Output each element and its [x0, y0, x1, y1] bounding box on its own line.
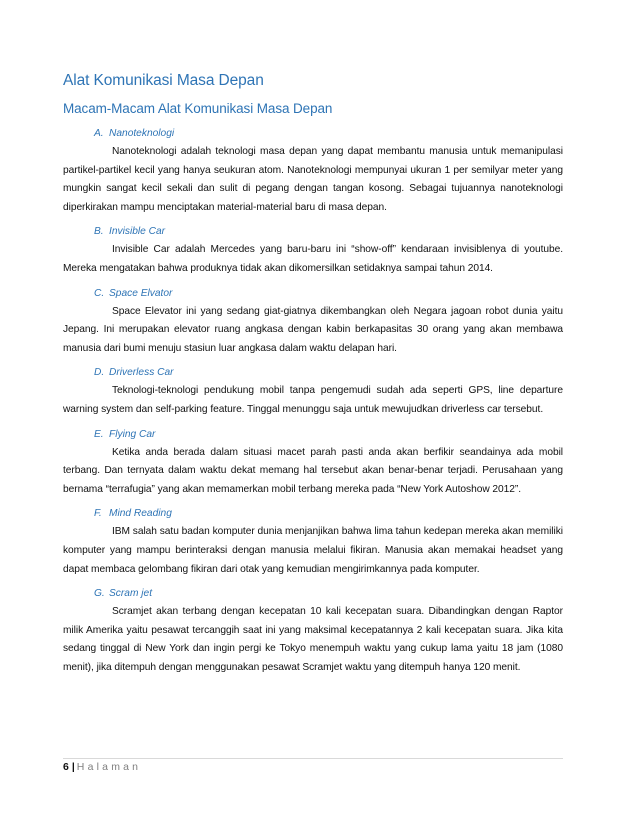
section-invisible-car — [63, 225, 563, 278]
section-heading-text: Scram jet — [109, 588, 153, 600]
section-space-elevator — [63, 287, 563, 359]
section-heading-text: Space Elvator — [109, 287, 173, 299]
section-letter: B. — [94, 226, 104, 238]
section-heading-text: Mind Reading — [109, 508, 172, 520]
footer-divider — [63, 758, 563, 759]
section-paragraph: Nanoteknologi adalah teknologi masa depan yang dapat membantu manusia untuk memanipulasi partikel-partikel kecil yang hanya seukuran atom. Nanoteknologi mempunyai ukuran 1 per semilyar meter yang mungkin sangat kecil sekali dan sulit di pegang dengan tangan kosong. Sebagai tujuannya nanoteknologi diperkirakan mampu menciptakan material-material baru di masa depan. — [63, 146, 563, 213]
section-letter: C. — [94, 287, 105, 299]
section-letter: D. — [94, 367, 105, 379]
section-paragraph: Scramjet akan terbang dengan kecepatan 10 kali kecepatan suara. Dibandingkan dengan Raptor milik Amerika yaitu pesawat tercanggih saat ini yang maksimal kecepatannya 2 kali kecepatan suara. Jika kita sedang tinggal di New York dan ingin pergi ke Tokyo menempuh waktu yang cukup lama yaitu 18 jam (1080 menit), jika ditempuh dengan menggunakan pesawat Scramjet waktu yang ditempuh hanya 120 menit. — [63, 606, 563, 673]
section-heading — [63, 127, 563, 141]
section-heading — [63, 287, 563, 301]
section-letter: G. — [94, 588, 105, 600]
section-letter: F. — [94, 508, 102, 520]
section-paragraph: Invisible Car adalah Mercedes yang baru-baru ini “show-off” kendaraan invisiblenya di youtube. Mereka mengatakan bahwa produknya tidak akan dikomersilkan setidaknya sampai tahun 2014. — [63, 244, 563, 274]
section-heading-text: Driverless Car — [109, 367, 174, 379]
page-number: 6 — [63, 761, 69, 773]
section-heading — [63, 366, 563, 380]
section-heading — [63, 587, 563, 601]
section-heading-text: Invisible Car — [109, 226, 166, 238]
document-title: Alat Komunikasi Masa Depan — [63, 72, 264, 89]
section-letter: A. — [94, 128, 104, 139]
section-heading — [63, 225, 563, 239]
section-letter: E. — [94, 428, 104, 440]
section-heading-text: Nanoteknologi — [109, 128, 175, 139]
section-driverless-car — [63, 366, 563, 419]
section-mind-reading — [63, 507, 563, 579]
section-heading — [63, 428, 563, 442]
section-paragraph: Teknologi-teknologi pendukung mobil tanpa pengemudi sudah ada seperti GPS, line departure warning system dan self-parking feature. Tinggal menunggu saja untuk mewujudkan driverless car tersebut. — [63, 385, 563, 415]
section-paragraph: Ketika anda berada dalam situasi macet parah pasti anda akan berfikir seandainya ada mobil terbang. Dan ternyata dalam waktu dekat memang hal tersebut akan benar-benar terjadi. Perusahaan yang bernama “terrafugia” yang akan memamerkan mobil terbang mereka pada “New York Autoshow 2012”. — [63, 446, 563, 495]
document-subtitle: Macam-Macam Alat Komunikasi Masa Depan — [63, 101, 333, 116]
section-paragraph: Space Elevator ini yang sedang giat-giatnya dikembangkan oleh Negara jagoan robot dunia yaitu Jepang. Ini merupakan elevator ruang angkasa dengan kabin berkapasitas 30 orang yang akan membawa manusia dari bumi menuju stasiun luar angkasa dalam waktu delapan hari. — [63, 305, 563, 354]
section-heading — [63, 507, 563, 521]
page-footer — [63, 760, 141, 774]
section-scram-jet — [63, 587, 563, 677]
footer-label: Halaman — [76, 761, 142, 773]
section-nanoteknologi — [63, 127, 563, 217]
section-heading-text: Flying Car — [109, 428, 156, 440]
section-paragraph: IBM salah satu badan komputer dunia menjanjikan bahwa lima tahun kedepan mereka akan memiliki komputer yang mampu berinteraksi dengan manusia melalui fikiran. Manusia akan memakai headset yang dapat membaca gelombang fikiran dari otak yang kemudian mengirimkannya pada komputer. — [63, 526, 563, 575]
footer-separator: | — [71, 761, 75, 773]
document-body — [63, 72, 563, 685]
section-flying-car — [63, 428, 563, 500]
